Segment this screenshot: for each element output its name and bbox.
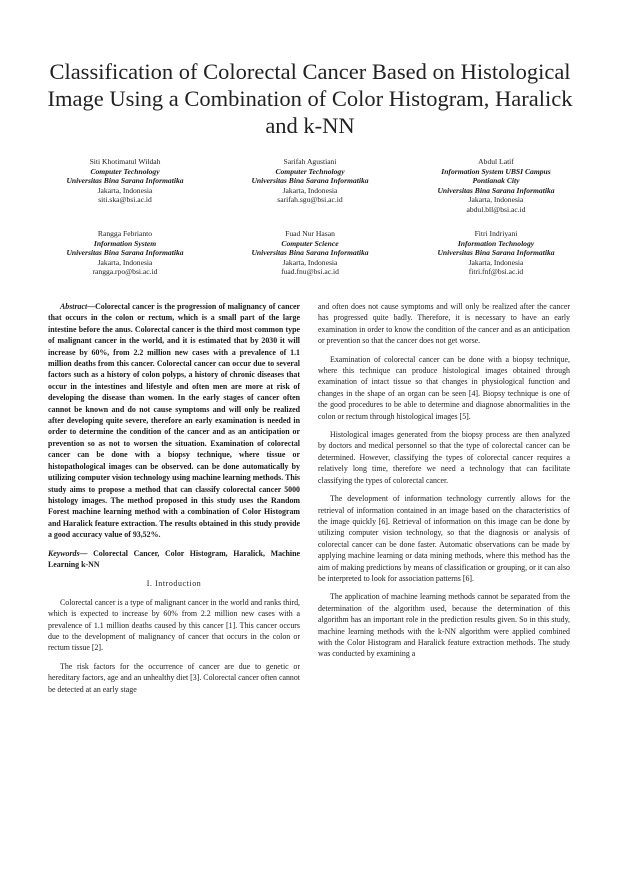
author-email[interactable]: rangga.rpo@bsi.ac.id bbox=[92, 267, 158, 277]
section-heading: I. Introduction bbox=[146, 579, 202, 589]
author-dept: Information System UBSI Campus bbox=[441, 166, 551, 176]
paragraph: The risk factors for the occurrence of cancer are due to genetic or hereditary factors, age and an unhealthy diet [3]. Colorectal cancer often cannot be detected at an early stage bbox=[48, 661, 300, 694]
paragraph: The application of machine learning methods cannot be separated from the determination of the algorithm used, because the determination of this algorithm has an important role in the prediction results given. So in this study, machine learning methods with the k-NN algorithm were applied combined with the Color Histogram and Haralick feature extraction methods. The study was conducted by examining a bbox=[318, 592, 570, 659]
author-dept: Computer Science bbox=[281, 238, 339, 248]
author-email[interactable]: abdul.bll@bsi.ac.id bbox=[466, 204, 526, 214]
author-city: Jakarta, Indonesia bbox=[282, 257, 338, 267]
author-name: Fuad Nur Hasan bbox=[285, 229, 335, 238]
paper-title: Classification of Colorectal Cancer Based on Histological Image Using a Combination of Color Histogram, Haralick and k-NN bbox=[47, 59, 573, 138]
author-dept: Information System bbox=[93, 238, 157, 248]
abstract-text: —Colorectal cancer is the progression of malignancy of cancer that occurs in the colon or rectum, which is a small part of the large intestine before the anus. Colorectal cancer is the third most common type of malignant cancer in the world, and it is estimated that by 2030 it will increase by 60%, from 2.2 million new cases with a prevalence of 1.1 million deaths from this cancer. Colorectal cancer can occur due to several factors such as a history of colon polyps, a history of chronic diseases that occur in the intestines and lifestyle and often men are more at risk of developing the disease than women. In the early stages of cancer often cannot be known and do not cause symptoms and will only be realized after developing quite severe, therefore an early examination is needed in order to determine the condition of the cancer and as an anticipation or prevention so as not to worsen the situation. Examination of colorectal cancer can be done with a biopsy technique, where tissue or histopathological images can be observed. can be done automatically by utilizing computer vision technology using machine learning methods. This study aims to propose a method that can classify colorectal cancer 5000 histology images. The method proposed in this study uses the Random Forest machine learning method with a combination of Color Histogram and Haralick feature extraction. The results obtained in this study provide a good accuracy value of 93,52%. bbox=[48, 302, 300, 540]
keywords bbox=[48, 548, 300, 571]
paragraph: The development of information technology currently allows for the retrieval of information contained in an image based on the characteristics of the image quickly [6]. Retrieval of information on this image can be done by utilizing computer vision technology, so that the diagnosis or analysis of colorectal cancer can be done faster. Automatic observations can be made by applying machine learning or data mining methods, where this method has the aim of making predictions by means of classification or grouping, or it can also be interpreted to look for association patterns [6]. bbox=[318, 494, 570, 583]
author-block bbox=[411, 157, 581, 215]
author-name: Rangga Febrianto bbox=[97, 229, 153, 238]
abstract bbox=[48, 301, 300, 541]
author-org: Universitas Bina Sarana Informatika bbox=[251, 248, 369, 258]
author-city: Jakarta, Indonesia bbox=[282, 185, 338, 195]
author-org: Universitas Bina Sarana Informatika bbox=[66, 248, 184, 258]
author-city: Jakarta, Indonesia bbox=[468, 257, 524, 267]
author-email[interactable]: fitri.fnf@bsi.ac.id bbox=[468, 267, 524, 277]
author-org: Pontianak City bbox=[472, 176, 520, 186]
author-city: Jakarta, Indonesia bbox=[468, 195, 524, 205]
author-block bbox=[40, 229, 210, 277]
author-org: Universitas Bina Sarana Informatika bbox=[437, 248, 555, 258]
author-block bbox=[411, 229, 581, 277]
keywords-label: Keywords— bbox=[48, 548, 88, 558]
author-org-2: Universitas Bina Sarana Informatika bbox=[437, 185, 555, 195]
author-dept: Computer Technology bbox=[90, 166, 160, 176]
author-dept: Information Technology bbox=[457, 238, 535, 248]
author-name: Abdul Latif bbox=[478, 157, 514, 166]
author-name: Sarifah Agustiani bbox=[283, 157, 337, 166]
right-column bbox=[318, 301, 570, 667]
author-city: Jakarta, Indonesia bbox=[97, 185, 153, 195]
author-email[interactable]: siti.ska@bsi.ac.id bbox=[98, 195, 152, 205]
abstract-label: Abstract bbox=[60, 302, 88, 311]
author-city: Jakarta, Indonesia bbox=[97, 257, 153, 267]
keywords-text: Colorectal Cancer, Color Histogram, Haralick, Machine Learning k-NN bbox=[48, 548, 300, 569]
author-email[interactable]: sarifah.sgu@bsi.ac.id bbox=[277, 195, 343, 205]
author-email[interactable]: fuad.fnu@bsi.ac.id bbox=[281, 267, 339, 277]
author-block bbox=[40, 157, 210, 205]
author-block bbox=[225, 157, 395, 205]
paragraph: Colorectal cancer is a type of malignant cancer in the world and ranks third, which is expected to increase by 60% from 2.2 million new cases with a prevalence of 1.1 million deaths caused by this cancer [1]. This cancer occurs due to the development of malignancy of cancer that occurs in the colon or rectum tissue [2]. bbox=[48, 597, 300, 653]
author-org: Universitas Bina Sarana Informatika bbox=[66, 176, 184, 186]
author-org: Universitas Bina Sarana Informatika bbox=[251, 176, 369, 186]
paragraph: and often does not cause symptoms and will only be realized after the cancer has progressed quite badly. Therefore, it is necessary to have an early examination in order to know the condition of the cancer and as an anticipation or prevention so that the cancer does not get worse. bbox=[318, 302, 570, 346]
paragraph: Examination of colorectal cancer can be done with a biopsy technique, where this technique can produce histological images obtained through examination of intact tissue so that changes in physiological function and changes in the shape of an organ can be seen [4]. Biopsy technique is one of the good procedures to be able to determine and diagnose abnormalities in the colon or rectum through histological images [5]. bbox=[318, 354, 570, 421]
author-dept: Computer Technology bbox=[275, 166, 345, 176]
left-column bbox=[48, 301, 300, 702]
author-name: Fitri Indriyani bbox=[474, 229, 518, 238]
author-name: Siti Khotimatul Wildah bbox=[89, 157, 161, 166]
author-block bbox=[225, 229, 395, 277]
paragraph: Histological images generated from the biopsy process are then analyzed by doctors and medical personnel so that the type of colorectal cancer can be determined. However, classifying the types of colorectal cancer requires a relatively long time, therefore we need a technology that can facilitate classifying the types of colorectal cancer. bbox=[318, 430, 570, 485]
